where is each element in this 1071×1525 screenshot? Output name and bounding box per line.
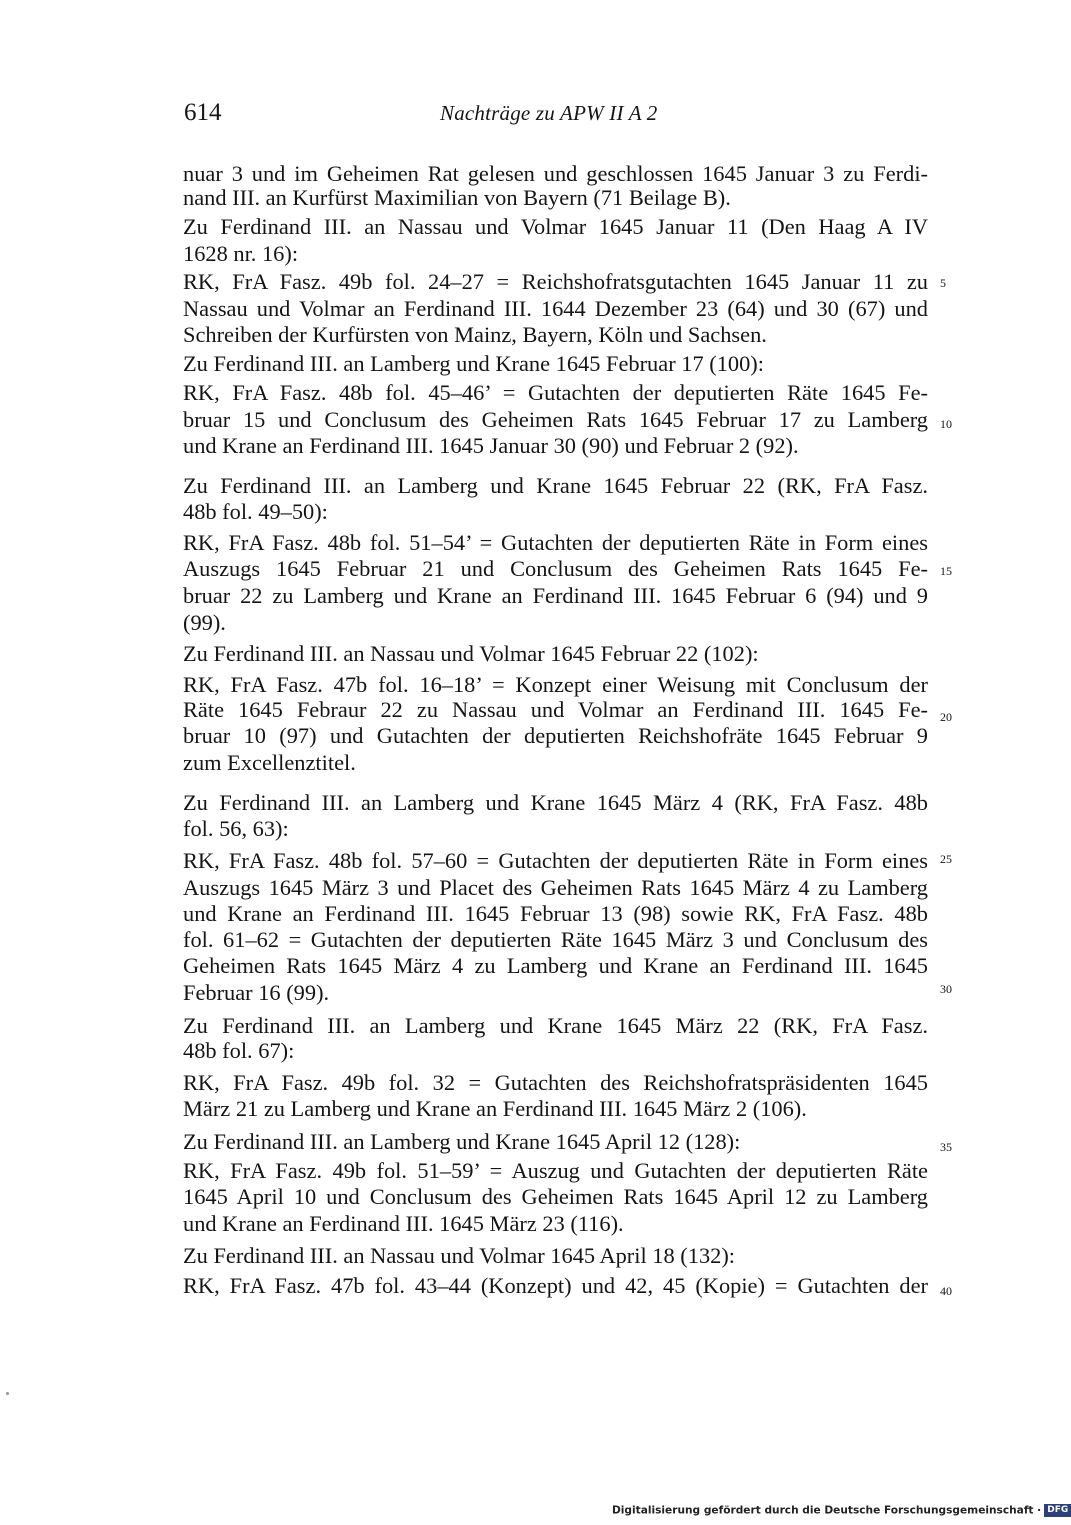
- text-line: 1628 nr. 16):: [183, 241, 299, 266]
- scan-speck: [6, 1392, 9, 1395]
- text-line: Zu Ferdinand III. an Nassau und Volmar 1645 Februar 22 (102):: [183, 641, 759, 666]
- text-line: und Krane an Ferdinand III. 1645 März 23 (116).: [183, 1211, 624, 1236]
- text-line: Nassau und Volmar an Ferdinand III. 1644 Dezember 23 (64) und 30 (67) und: [183, 296, 928, 321]
- text-line: RK, FrA Fasz. 47b fol. 16–18’ = Konzept einer Weisung mit Conclusum der: [183, 672, 928, 697]
- text-line: (99).: [183, 610, 226, 635]
- text-line: bruar 15 und Conclusum des Geheimen Rats 1645 Februar 17 zu Lamberg: [183, 407, 928, 432]
- text-line: fol. 56, 63):: [183, 816, 289, 841]
- text-line: 48b fol. 67):: [183, 1038, 295, 1063]
- funding-note: Digitalisierung gefördert durch die Deutsche Forschungsgemeinschaft ·: [612, 1504, 1042, 1517]
- line-number: 20: [940, 710, 952, 724]
- line-number: 30: [940, 982, 952, 996]
- line-number: 5: [940, 276, 946, 290]
- text-line: Zu Ferdinand III. an Lamberg und Krane 1645 Februar 17 (100):: [183, 351, 764, 376]
- text-line: nand III. an Kurfürst Maximilian von Bayern (71 Beilage B).: [183, 185, 731, 210]
- line-number: 25: [940, 852, 952, 866]
- text-line: Schreiben der Kurfürsten von Mainz, Bayern, Köln und Sachsen.: [183, 322, 767, 347]
- text-line: RK, FrA Fasz. 49b fol. 51–59’ = Auszug und Gutachten der deputierten Räte: [183, 1158, 928, 1183]
- text-line: RK, FrA Fasz. 49b fol. 24–27 = Reichshofratsgutachten 1645 Januar 11 zu: [183, 269, 928, 294]
- text-line: Geheimen Rats 1645 März 4 zu Lamberg und Krane an Ferdinand III. 1645: [183, 953, 928, 978]
- text-line: Räte 1645 Febraur 22 zu Nassau und Volmar an Ferdinand III. 1645 Fe-: [183, 697, 928, 722]
- funding-footer: [612, 1504, 1069, 1520]
- line-number: 40: [940, 1284, 952, 1298]
- text-line: Zu Ferdinand III. an Nassau und Volmar 1645 Januar 11 (Den Haag A IV: [183, 214, 928, 239]
- text-line: RK, FrA Fasz. 49b fol. 32 = Gutachten des Reichshofratspräsidenten 1645: [183, 1070, 928, 1095]
- text-line: Zu Ferdinand III. an Lamberg und Krane 1645 März 4 (RK, FrA Fasz. 48b: [183, 790, 928, 815]
- line-number: 35: [940, 1140, 952, 1154]
- text-line: Auszugs 1645 Februar 21 und Conclusum des Geheimen Rats 1645 Fe-: [183, 556, 928, 581]
- text-line: Zu Ferdinand III. an Lamberg und Krane 1645 März 22 (RK, FrA Fasz.: [183, 1013, 928, 1038]
- text-line: 48b fol. 49–50):: [183, 499, 328, 524]
- text-line: März 21 zu Lamberg und Krane an Ferdinand III. 1645 März 2 (106).: [183, 1096, 807, 1121]
- running-head: Nachträge zu APW II A 2: [440, 101, 658, 125]
- dfg-logo: DFG: [1044, 1504, 1071, 1517]
- text-line: RK, FrA Fasz. 47b fol. 43–44 (Konzept) und 42, 45 (Kopie) = Gutachten der: [183, 1273, 928, 1298]
- text-line: und Krane an Ferdinand III. 1645 Januar 30 (90) und Februar 2 (92).: [183, 433, 799, 458]
- line-number: 15: [940, 564, 952, 578]
- text-line: RK, FrA Fasz. 48b fol. 51–54’ = Gutachten der deputierten Räte in Form eines: [183, 530, 928, 555]
- text-line: nuar 3 und im Geheimen Rat gelesen und geschlossen 1645 Januar 3 zu Ferdi-: [183, 161, 928, 186]
- text-line: bruar 10 (97) und Gutachten der deputierten Reichshofräte 1645 Februar 9: [183, 723, 928, 748]
- text-line: RK, FrA Fasz. 48b fol. 45–46’ = Gutachten der deputierten Räte 1645 Fe-: [183, 380, 928, 405]
- line-number: 10: [940, 417, 952, 431]
- text-line: Auszugs 1645 März 3 und Placet des Geheimen Rats 1645 März 4 zu Lamberg: [183, 875, 928, 900]
- page-number: 614: [184, 99, 222, 126]
- text-line: RK, FrA Fasz. 48b fol. 57–60 = Gutachten der deputierten Räte in Form eines: [183, 848, 928, 873]
- text-line: Zu Ferdinand III. an Lamberg und Krane 1645 April 12 (128):: [183, 1129, 741, 1154]
- text-line: Februar 16 (99).: [183, 980, 330, 1005]
- text-line: fol. 61–62 = Gutachten der deputierten Räte 1645 März 3 und Conclusum des: [183, 927, 928, 952]
- text-line: Zu Ferdinand III. an Nassau und Volmar 1645 April 18 (132):: [183, 1243, 736, 1268]
- text-line: bruar 22 zu Lamberg und Krane an Ferdinand III. 1645 Februar 6 (94) und 9: [183, 583, 928, 608]
- text-line: 1645 April 10 und Conclusum des Geheimen Rats 1645 April 12 zu Lamberg: [183, 1184, 928, 1209]
- text-line: Zu Ferdinand III. an Lamberg und Krane 1645 Februar 22 (RK, FrA Fasz.: [183, 473, 928, 498]
- text-line: und Krane an Ferdinand III. 1645 Februar 13 (98) sowie RK, FrA Fasz. 48b: [183, 901, 928, 926]
- text-line: zum Excellenztitel.: [183, 750, 356, 775]
